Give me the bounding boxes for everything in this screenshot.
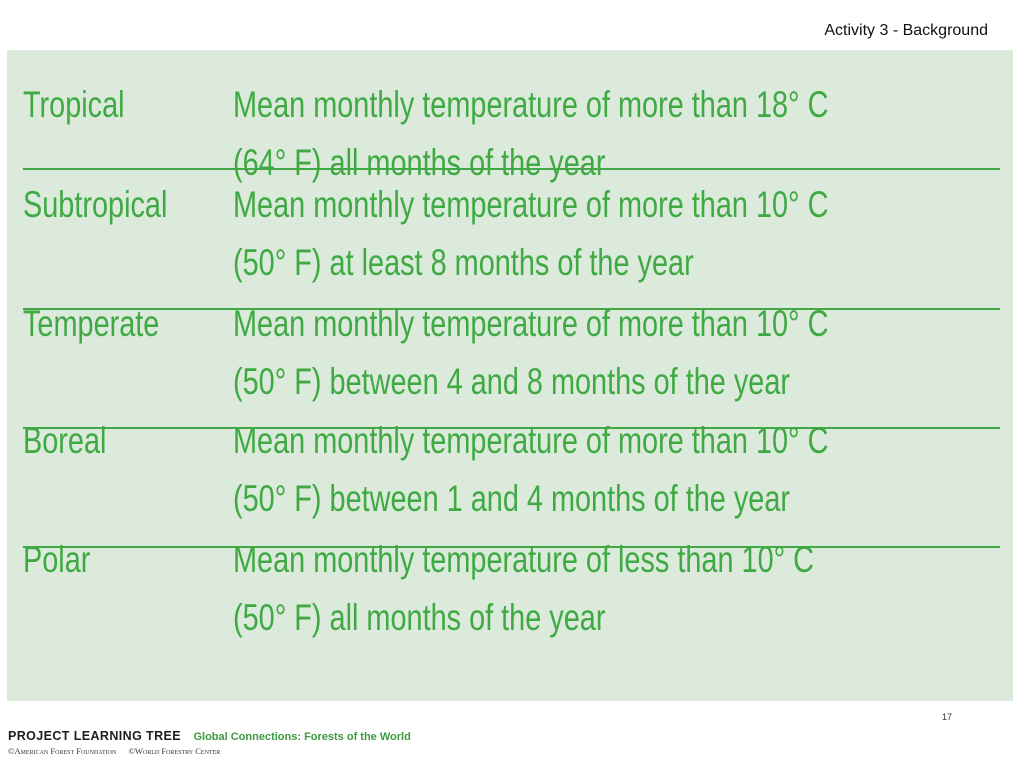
zone-description-line: (50° F) at least 8 months of the year [233, 242, 694, 283]
zone-description-line: (50° F) between 1 and 4 months of the year [233, 478, 790, 519]
climate-zone-table [7, 50, 1013, 701]
zone-name: Temperate [23, 303, 160, 344]
footer-tagline: Global Connections: Forests of the World [193, 731, 411, 743]
zone-description-line: Mean monthly temperature of more than 18° C [233, 84, 829, 125]
zone-name: Tropical [23, 84, 125, 125]
zone-description [233, 176, 912, 292]
table-row-polar [23, 539, 1000, 688]
footer-branding [8, 727, 411, 745]
zone-name: Polar [23, 539, 91, 580]
table-row-tropical [23, 50, 1000, 183]
zone-description-line: (50° F) all months of the year [233, 597, 606, 638]
zone-name: Boreal [23, 420, 107, 461]
zone-description-line: Mean monthly temperature of more than 10° C [233, 420, 829, 461]
footer [8, 727, 708, 763]
zone-description [233, 531, 912, 647]
zone-description-line: (64° F) all months of the year [233, 142, 606, 183]
footer-brand-name: PROJECT LEARNING TREE [8, 729, 181, 743]
zone-description-line: Mean monthly temperature of more than 10° C [233, 303, 829, 344]
zone-name: Subtropical [23, 184, 168, 225]
zone-description [233, 295, 912, 411]
zone-description-line: Mean monthly temperature of more than 10° C [233, 184, 829, 225]
copyright-american-forest-foundation: ©American Forest Foundation [8, 746, 117, 756]
footer-copyright [8, 746, 230, 756]
zone-description [233, 412, 912, 528]
table-row-subtropical [23, 184, 1000, 310]
zone-description-line: Mean monthly temperature of less than 10° C [233, 539, 815, 580]
zone-description-line: (50° F) between 4 and 8 months of the year [233, 361, 790, 402]
copyright-world-forestry-center: ©World Forestry Center [128, 746, 221, 756]
slide-header-title: Activity 3 - Background [824, 22, 988, 39]
slide-number: 17 [942, 712, 953, 722]
zone-description [233, 76, 912, 192]
